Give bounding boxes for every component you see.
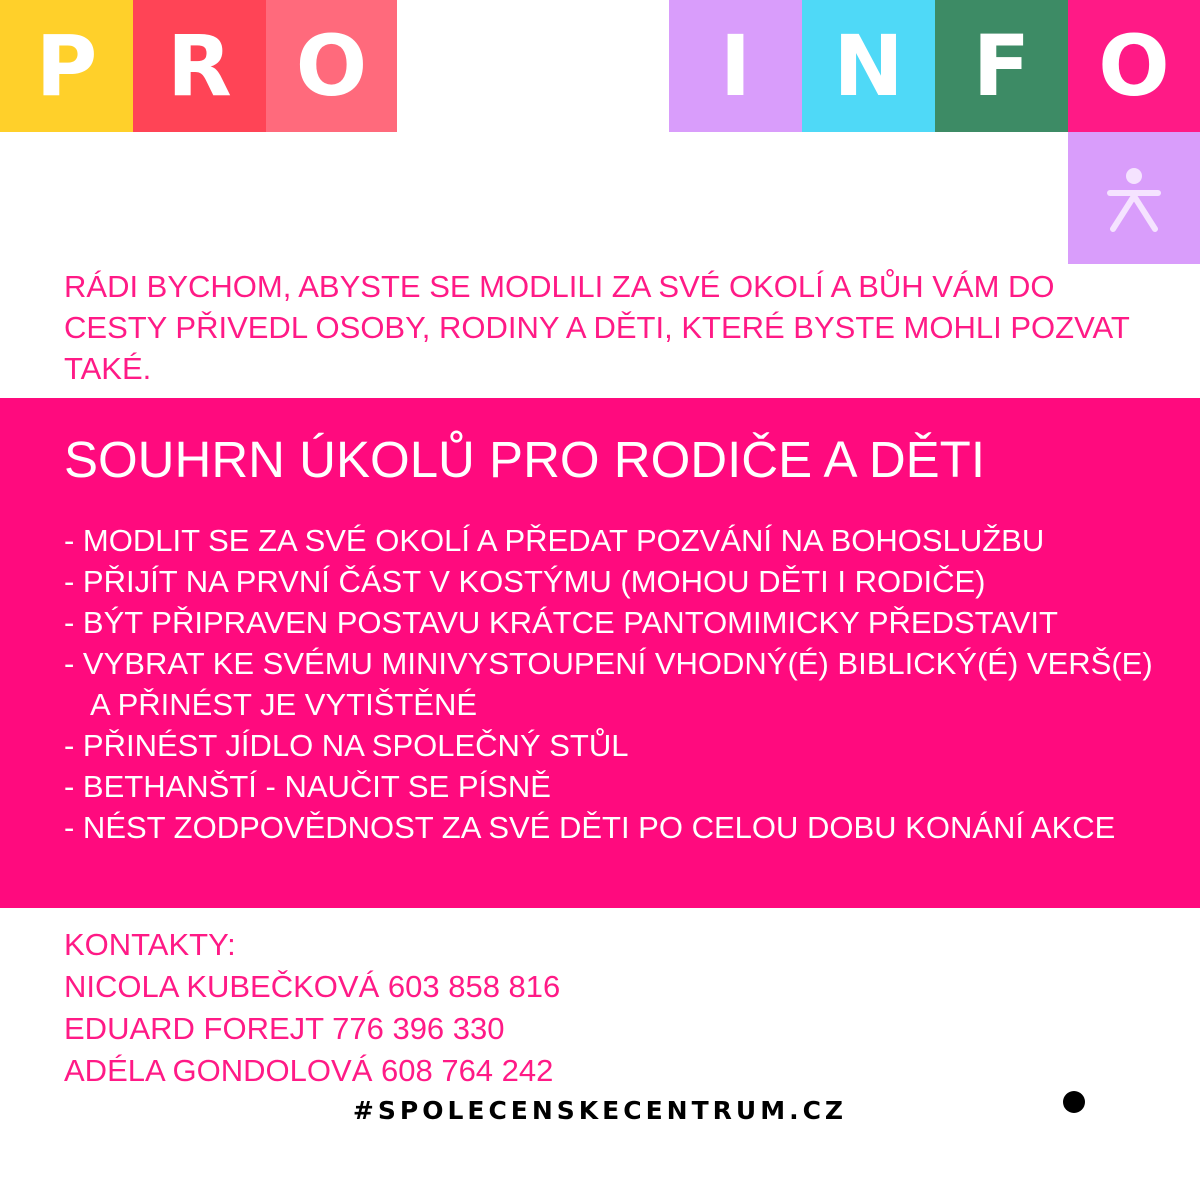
contact-item: ADÉLA GONDOLOVÁ 608 764 242 <box>64 1053 554 1088</box>
logo-letter: I <box>719 17 752 115</box>
list-item: - PŘINÉST JÍDLO NA SPOLEČNÝ STŮL <box>64 728 629 763</box>
logo-letter: F <box>972 17 1031 115</box>
task-list <box>64 520 1174 848</box>
contact-item: EDUARD FOREJT 776 396 330 <box>64 1011 505 1046</box>
dot-icon <box>1063 1091 1085 1113</box>
list-item: - BÝT PŘIPRAVEN POSTAVU KRÁTCE PANTOMIMICKY PŘEDSTAVIT <box>64 605 1058 640</box>
logo-tile-o2 <box>1068 0 1200 132</box>
intro-text: RÁDI BYCHOM, ABYSTE SE MODLILI ZA SVÉ OKOLÍ A BŮH VÁM DO CESTY PŘIVEDL OSOBY, RODINY A DĚTI, KTERÉ BYSTE MOHLI POZVAT TAKÉ. <box>64 269 1130 386</box>
logo-letter: O <box>1098 17 1170 115</box>
logo-letter: N <box>833 17 904 115</box>
person-figure-icon <box>1068 132 1200 264</box>
logo-tile-o <box>266 0 397 132</box>
logo-tile-i <box>669 0 802 132</box>
logo-letter: P <box>35 17 98 115</box>
list-item: - NÉST ZODPOVĚDNOST ZA SVÉ DĚTI PO CELOU DOBU KONÁNÍ AKCE <box>64 810 1116 845</box>
list-item: - BETHANŠTÍ - NAUČIT SE PÍSNĚ <box>64 769 551 804</box>
summary-title: SOUHRN ÚKOLŮ PRO RODIČE A DĚTI <box>64 431 985 488</box>
list-item: - MODLIT SE ZA SVÉ OKOLÍ A PŘEDAT POZVÁNÍ NA BOHOSLUŽBU <box>64 523 1045 558</box>
logo-letter: R <box>167 17 232 115</box>
list-item: - VYBRAT KE SVÉMU MINIVYSTOUPENÍ VHODNÝ(É) BIBLICKÝ(É) VERŠ(E) A PŘINÉST JE VYTIŠTĚNÉ <box>64 646 1153 722</box>
logo-letter: O <box>295 17 368 115</box>
logo-tile-n <box>802 0 935 132</box>
contact-item: NICOLA KUBEČKOVÁ 603 858 816 <box>64 969 561 1004</box>
footer-hashtag: #SPOLECENSKECENTRUM.CZ <box>352 1096 848 1125</box>
logo-tile-p <box>0 0 133 132</box>
logo-tile-f <box>935 0 1068 132</box>
list-item: - PŘIJÍT NA PRVNÍ ČÁST V KOSTÝMU (MOHOU DĚTI I RODIČE) <box>64 564 986 599</box>
contacts-heading: KONTAKTY: <box>64 927 236 962</box>
contacts-section <box>64 924 560 1092</box>
logo-tile-r <box>133 0 266 132</box>
